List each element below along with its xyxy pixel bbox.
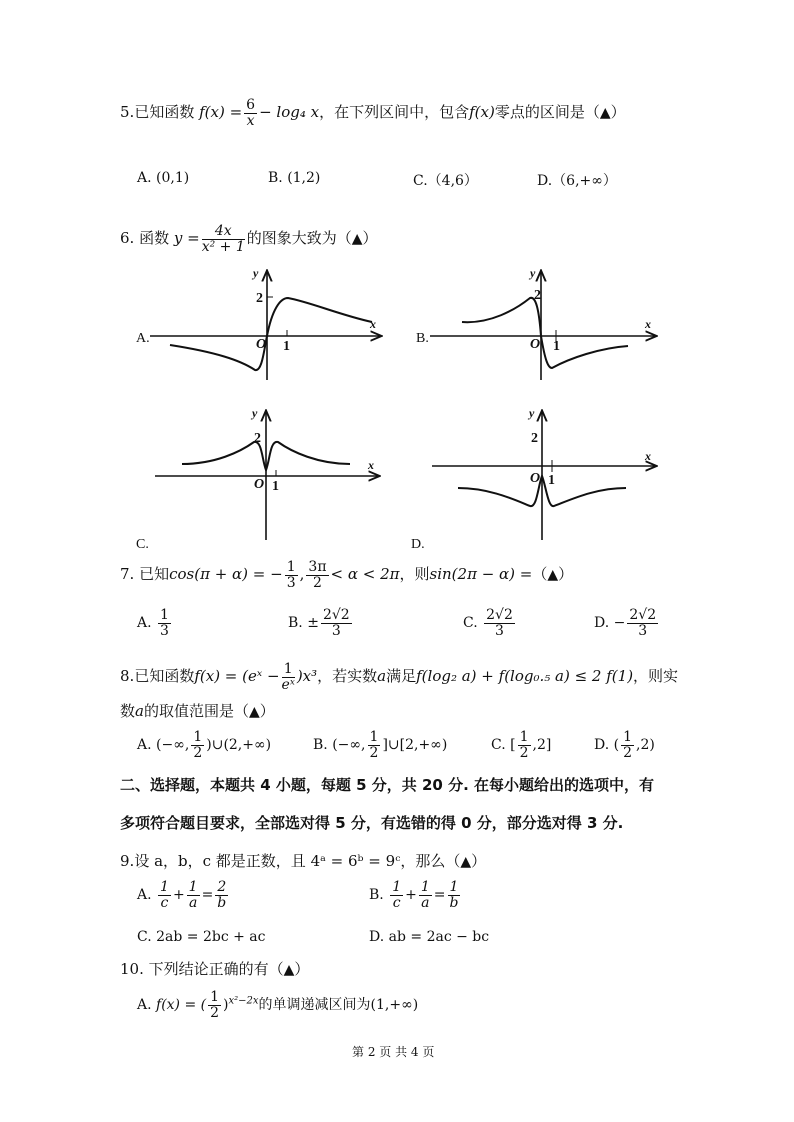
section-instructions: 多项符合题目要求，全部选对得 5 分，有选错的得 0 分，部分选对得 3 分. — [120, 814, 624, 832]
graph-b-curve — [462, 298, 628, 368]
svg-text:y: y — [529, 406, 535, 420]
option-b: B. ± $\frac{2√2}{3}$ — [288, 607, 350, 639]
answer-mark-icon: ▲ — [599, 105, 611, 122]
option-b: B. $\frac{1}{c}$ + $\frac{1}{a}$ = $\frac{1}{b}$ — [369, 879, 459, 911]
svg-text:x: x — [368, 458, 374, 472]
page-footer: 第 2 页 共 4 页 — [352, 1045, 435, 1059]
option-a: A. $\frac{1}{3}$ — [137, 607, 169, 639]
option-c: C. 2ab = 2bc + ac — [137, 929, 266, 945]
svg-text:O: O — [530, 471, 541, 486]
option-d: D. ab = 2ac − bc — [369, 929, 490, 945]
svg-text:1: 1 — [283, 339, 290, 354]
question-5: 5.已知函数 f(x) = $\frac{6}{x}$ − log₄ x，在下列区间中，包含f(x)零点的区间是（▲） — [120, 97, 626, 129]
graph-c-label: C. — [136, 537, 149, 552]
answer-mark-icon: ▲ — [547, 567, 559, 584]
svg-text:1: 1 — [272, 479, 279, 494]
svg-text:y: y — [530, 266, 536, 280]
option-a: A. (0,1) — [137, 170, 190, 186]
question-8-line2: 数a的取值范围是（▲） — [120, 702, 275, 720]
graph-a-label: A. — [136, 331, 150, 346]
graph-a-curve — [170, 298, 372, 370]
fraction: $\frac{4x}{\text{x² + 1}}$ — [201, 223, 245, 255]
option-c: C. $\frac{2√2}{3}$ — [463, 607, 513, 639]
svg-text:x: x — [645, 449, 651, 463]
svg-text:O: O — [254, 477, 265, 492]
svg-text:x: x — [370, 317, 376, 331]
svg-text:1: 1 — [553, 339, 560, 354]
option-b: B. (1,2) — [268, 170, 321, 186]
graphs-figure — [0, 0, 794, 560]
option-d: D. − $\frac{2√2}{3}$ — [594, 607, 657, 639]
question-9: 9.设 a，b，c 都是正数，且 4ᵃ = 6ᵇ = 9ᶜ，那么（▲） — [120, 852, 487, 870]
option-a: A. (−∞, $\frac{1}{2}$ )∪(2,+∞) — [137, 729, 272, 761]
answer-mark-icon: ▲ — [351, 231, 363, 248]
svg-text:O: O — [530, 337, 541, 352]
option-b: B. (−∞, $\frac{1}{2}$ ]∪[2,+∞) — [313, 729, 448, 761]
fraction: $\frac{6}{x}$ — [246, 97, 256, 129]
svg-text:2: 2 — [254, 431, 261, 446]
question-7: 7. 已知cos(π + α) = − $\frac{1}{3}$ , $\frac{3\pi}{2}$ < α < 2π，则sin(2π − α) =（▲） — [120, 559, 574, 591]
question-8: 8.已知函数f(x) = (eˣ − $\frac{1}{\text{eˣ}}$ )x³，若实数a满足f(log₂ a) + f(log₀.₅ a) ≤ 2 f(1)，则实 — [120, 661, 679, 693]
svg-text:y: y — [253, 266, 259, 280]
answer-mark-icon: ▲ — [460, 854, 472, 870]
option-d: D. ( $\frac{1}{2}$ ,2) — [594, 729, 655, 761]
option-c: C. [ $\frac{1}{2}$ ,2] — [491, 729, 552, 761]
svg-text:O: O — [256, 337, 267, 352]
svg-text:2: 2 — [531, 431, 538, 446]
option-d: D.（6,+∞） — [537, 173, 617, 189]
answer-mark-icon: ▲ — [283, 962, 295, 978]
svg-text:1: 1 — [548, 473, 555, 488]
graph-d-label: D. — [411, 537, 425, 552]
answer-mark-icon: ▲ — [248, 704, 260, 720]
question-6: 6. 函数 y = $\frac{4x}{\text{x² + 1}}$ 的图象大致为（▲） — [120, 223, 378, 255]
svg-text:x: x — [645, 317, 651, 331]
section-heading: 二、选择题，本题共 4 小题，每题 5 分，共 20 分. 在每小题给出的选项中，有 — [120, 776, 655, 794]
option-a: A. $\frac{1}{c}$ + $\frac{1}{a}$ = $\frac{2}{b}$ — [137, 879, 227, 911]
option-a: A. f(x) = ( $\frac{1}{2}$ )$^{x^2-2x}$的单调递减区间为(1,+∞) — [137, 989, 419, 1021]
option-c: C.（4,6） — [413, 173, 478, 189]
question-10: 10. 下列结论正确的有（▲） — [120, 960, 310, 978]
svg-text:2: 2 — [534, 288, 541, 303]
svg-text:2: 2 — [256, 291, 263, 306]
svg-text:y: y — [252, 406, 258, 420]
graph-b-label: B. — [416, 331, 429, 346]
